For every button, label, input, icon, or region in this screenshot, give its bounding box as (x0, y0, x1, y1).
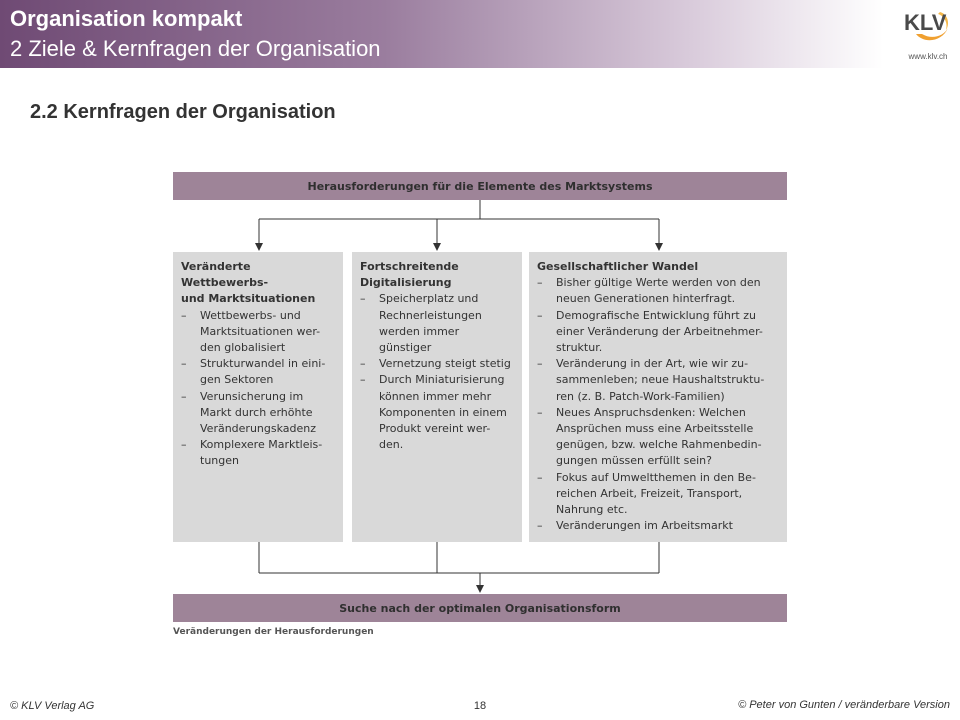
list-dash: – (537, 357, 543, 371)
list-item-line: Markt durch erhöhte (200, 405, 313, 419)
list-item-line: Ansprüchen muss eine Arbeitsstelle (556, 422, 754, 436)
logo-url: www.klv.ch (908, 52, 948, 61)
list-dash: – (537, 470, 543, 484)
list-item-line: neuen Generationen hinterfragt. (556, 292, 736, 306)
list-item (537, 356, 781, 405)
box-title (537, 259, 781, 275)
page-number: 18 (473, 700, 487, 712)
list-item-line: tungen (200, 454, 239, 468)
box-competition-market (173, 252, 343, 542)
header-subtitle: 2 Ziele & Kernfragen der Organisation (10, 36, 381, 61)
list-item-line: Vernetzung steigt stetig (379, 357, 511, 371)
list-item-line: Demografische Entwicklung führt zu (556, 308, 756, 322)
list-item-line: einer Veränderung der Arbeitnehmer- (556, 324, 763, 338)
section-title: 2.2 Kernfragen der Organisation (30, 101, 336, 123)
list-item-line: ren (z. B. Patch-Work-Familien) (556, 389, 725, 403)
list-item-line: Produkt vereint wer- (379, 422, 491, 436)
list-item-line: struktur. (556, 341, 603, 355)
footer-copyright: © KLV Verlag AG (10, 700, 95, 712)
logo-text: KLV (904, 10, 947, 35)
list-item-line: Veränderung in der Art, wie wir zu- (556, 357, 749, 371)
list-item (537, 308, 781, 357)
list-dash: – (360, 292, 366, 306)
box-title (360, 259, 516, 291)
box-title-line: Veränderte Wettbewerbs- (181, 260, 269, 290)
list-item (537, 275, 781, 307)
list-item (537, 518, 781, 534)
list-dash: – (537, 276, 543, 290)
list-item-line: gungen müssen erfüllt sein? (556, 454, 712, 468)
list-dash: – (181, 308, 187, 322)
list-item (181, 308, 337, 357)
list-item-line: gen Sektoren (200, 373, 274, 387)
list-item-line: Speicherplatz und (379, 292, 479, 306)
list-item-line: können immer mehr (379, 389, 492, 403)
list-item-line: reichen Arbeit, Freizeit, Transport, (556, 486, 743, 500)
box-title-line: Gesellschaftlicher Wandel (537, 260, 699, 273)
box-title-line: und Marktsituationen (181, 292, 316, 306)
list-dash: – (181, 438, 187, 452)
list-item-line: Fokus auf Umweltthemen in den Be- (556, 470, 756, 484)
list-item (181, 356, 337, 388)
list-dash: – (360, 357, 366, 371)
list-item (360, 356, 516, 372)
box-digitalization (352, 252, 522, 542)
list-dash: – (537, 519, 543, 533)
list-item (360, 291, 516, 356)
box-title (181, 259, 337, 308)
list-item (537, 405, 781, 470)
list-item-line: Veränderungskadenz (200, 422, 317, 436)
list-item-line: den globalisiert (200, 341, 286, 355)
list-item (181, 437, 337, 469)
list-item-line: Wettbewerbs- und (200, 308, 301, 322)
list-item-line: den. (379, 438, 404, 452)
list-dash: – (360, 373, 366, 387)
box-title-line: Digitalisierung (360, 276, 452, 290)
list-item-line: Durch Miniaturisierung (379, 373, 505, 387)
list-item-line: Bisher gültige Werte werden von den (556, 276, 761, 290)
list-dash: – (181, 389, 187, 403)
list-item-line: sammenleben; neue Haushaltstruktu- (556, 373, 765, 387)
list-dash: – (181, 357, 187, 371)
list-item (181, 389, 337, 438)
list-item-line: Verunsicherung im (200, 389, 304, 403)
list-item-line: Strukturwandel in eini- (200, 357, 326, 371)
header-title: Organisation kompakt (10, 6, 243, 31)
list-dash: – (537, 308, 543, 322)
list-item-line: Neues Anspruchsdenken: Welchen (556, 405, 746, 419)
list-item (360, 372, 516, 453)
list-item-line: Veränderungen im Arbeitsmarkt (556, 519, 733, 533)
list-item-line: genügen, bzw. welche Rahmenbedin- (556, 438, 762, 452)
list-item (537, 470, 781, 519)
box-social-change (529, 252, 787, 542)
list-item-line: Komplexere Marktleis- (200, 438, 323, 452)
footer-author: © Peter von Gunten / veränderbare Version (738, 699, 950, 711)
list-item-line: Marktsituationen wer- (200, 324, 321, 338)
list-item-line: günstiger (379, 341, 432, 355)
top-bar-challenges: Herausforderungen für die Elemente des Marktsystems (173, 172, 787, 200)
list-item-line: Nahrung etc. (556, 503, 628, 517)
bottom-bar-organisation-form: Suche nach der optimalen Organisationsform (173, 594, 787, 622)
list-item-line: werden immer (379, 324, 460, 338)
figure-caption: Veränderungen der Herausforderungen (173, 627, 374, 637)
box-title-line: Fortschreitende (360, 260, 459, 273)
list-item-line: Komponenten in einem (379, 405, 507, 419)
list-dash: – (537, 405, 543, 419)
list-item-line: Rechnerleistungen (379, 308, 482, 322)
